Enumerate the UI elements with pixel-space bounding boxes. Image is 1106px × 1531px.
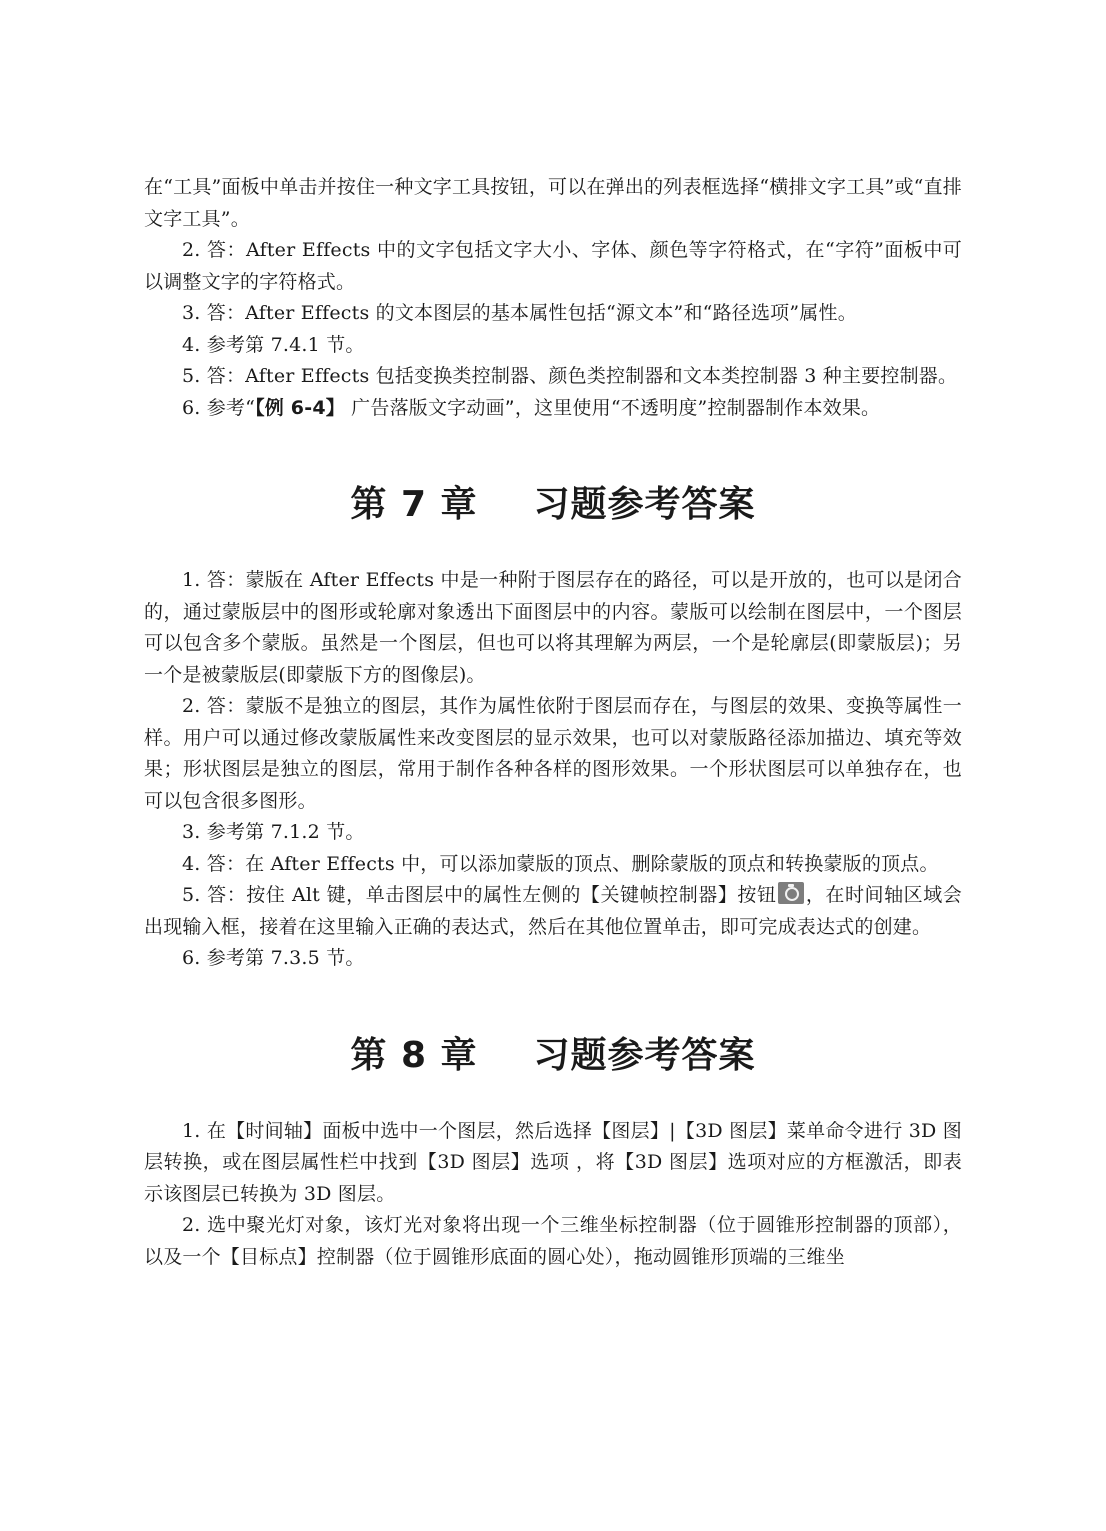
answer-item: 4. 参考第 7.4.1 节。 xyxy=(182,333,365,356)
answer-item xyxy=(144,393,962,425)
answer-item: 4. 答：在 After Effects 中，可以添加蒙版的顶点、删除蒙版的顶点和转换蒙版的顶点。 xyxy=(182,852,939,875)
answer-text: ，在时间轴区域会出现输入框，接着在这里输入正确的表达式，然后在其他位置单击，即可完成表达式的创建。 xyxy=(144,884,962,938)
chapter-heading xyxy=(144,1027,962,1078)
stopwatch-icon xyxy=(778,882,804,904)
answer-item: 2. 答：After Effects 中的文字包括文字大小、字体、颜色等字符格式，在“字符”面板中可以调整文字的字符格式。 xyxy=(144,239,962,293)
chapter-title: 习题参考答案 xyxy=(533,1034,756,1076)
paragraph: 在“工具”面板中单击并按住一种文字工具按钮，可以在弹出的列表框选择“横排文字工具”或“直排文字工具”。 xyxy=(144,176,962,230)
answer-item: 5. 答：After Effects 包括变换类控制器、颜色类控制器和文本类控制器 3 种主要控制器。 xyxy=(182,365,958,387)
document-page xyxy=(144,172,962,1273)
example-reference: 【例 6-4】 xyxy=(255,396,345,419)
answer-text: 6. 参考“ xyxy=(182,396,256,419)
example-title: 广告落版文字动画”， xyxy=(344,396,535,419)
answer-item xyxy=(144,880,962,943)
answer-item: 1. 答：蒙版在 After Effects 中是一种附于图层存在的路径，可以是开放的，也可以是闭合的，通过蒙版层中的图形或轮廓对象透出下面图层中的内容。蒙版可以绘制在图层中，一个图层可以包含多个蒙版。虽然是一个图层，但也可以将其理解为两层，一个是轮廓层(即蒙版层)；另一个是被蒙版层(即蒙版下方的图像层)。 xyxy=(144,569,962,686)
answer-item: 6. 参考第 7.3.5 节。 xyxy=(182,947,365,969)
answer-item: 2. 答：蒙版不是独立的图层，其作为属性依附于图层而存在，与图层的效果、变换等属性一样。用户可以通过修改蒙版属性来改变图层的显示效果，也可以对蒙版路径添加描边、填充等效果；形状图层是独立的图层，常用于制作各种各样的图形效果。一个形状图层可以单独存在，也可以包含很多图形。 xyxy=(144,695,962,812)
chapter-number: 第 7 章 xyxy=(350,484,478,525)
chapter-heading xyxy=(144,476,962,527)
chapter-number: 第 8 章 xyxy=(350,1034,478,1076)
answer-text: 这里使用“不透明度”控制器制作本效果。 xyxy=(534,396,881,419)
answer-item: 3. 参考第 7.1.2 节。 xyxy=(182,821,365,843)
answer-item: 3. 答：After Effects 的文本图层的基本属性包括“源文本”和“路径选项”属性。 xyxy=(182,302,857,324)
answer-item: 2. 选中聚光灯对象，该灯光对象将出现一个三维坐标控制器（位于圆锥形控制器的顶部），以及一个【目标点】控制器（位于圆锥形底面的圆心处），拖动圆锥形顶端的三维坐 xyxy=(144,1214,962,1268)
answer-item: 1. 在【时间轴】面板中选中一个图层，然后选择【图层】|【3D 图层】菜单命令进行 3D 图层转换，或在图层属性栏中找到【3D 图层】选项 ，将【3D 图层】选项对应的方框激活，即表示该图层已转换为 3D 图层。 xyxy=(144,1119,962,1205)
chapter-title: 习题参考答案 xyxy=(533,484,756,525)
answer-text: 5. 答：按住 Alt 键，单击图层中的属性左侧的【关键帧控制器】按钮 xyxy=(182,884,777,906)
